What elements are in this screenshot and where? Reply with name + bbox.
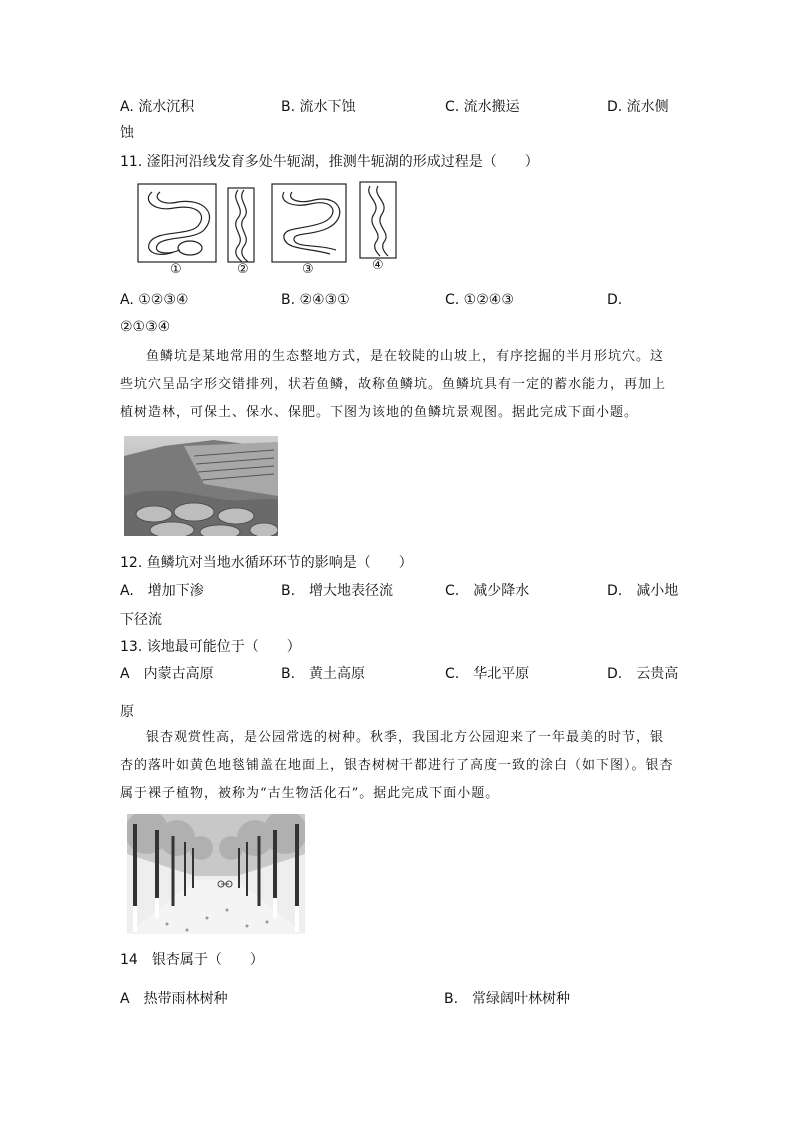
passage-fish-scale-pits: 鱼鳞坑是某地常用的生态整地方式，是在较陡的山坡上，有序挖掘的半月形坑穴。这些坑穴呈品字形交错排列，状若鱼鳞，故称鱼鳞坑。鱼鳞坑具有一定的蓄水能力，再加上植树造林，可保土、保水、保肥。下图为该地的鱼鳞坑景观图。据此完成下面小题。	[120, 349, 667, 420]
fish-scale-pit-photo	[124, 436, 278, 536]
q13-option-b[interactable]: B. 黄土高原	[281, 666, 366, 682]
panel-4-river-left	[369, 186, 380, 256]
panel-2-river-right	[242, 190, 248, 262]
panel-2-frame	[228, 188, 254, 262]
q13-option-a[interactable]: A 内蒙古高原	[120, 666, 214, 682]
panel-4-label: ④	[372, 258, 384, 273]
q10-option-b[interactable]: B. 流水下蚀	[281, 99, 356, 115]
ginkgo-avenue-photo	[127, 814, 305, 934]
q13-option-c[interactable]: C. 华北平原	[445, 666, 530, 682]
q12-option-a[interactable]: A. 增加下渗	[120, 583, 204, 599]
q13-options	[120, 663, 680, 685]
q14-option-b[interactable]: B. 常绿阔叶林树种	[444, 991, 571, 1007]
q10-option-a[interactable]: A. 流水沉积	[120, 99, 195, 115]
q11-option-b[interactable]: B. ②④③①	[281, 292, 350, 308]
q12-option-d-wrap: 下径流	[120, 612, 162, 628]
q10-option-c[interactable]: C. 流水搬运	[445, 99, 520, 115]
panel-2-label: ②	[237, 262, 249, 277]
q14-option-a[interactable]: A 热带雨林树种	[120, 991, 228, 1007]
q12-options	[120, 580, 680, 602]
q12-stem: 12. 鱼鳞坑对当地水循环环节的影响是（ ）	[120, 555, 413, 571]
q12-option-d[interactable]: D. 减小地	[607, 583, 679, 599]
panel-4-river-right	[377, 186, 388, 256]
q12-option-b[interactable]: B. 增大地表径流	[281, 583, 394, 599]
q10-option-d-wrap: 蚀	[120, 125, 134, 141]
q14-stem: 14 银杏属于（ ）	[120, 952, 264, 968]
panel-1-label: ①	[170, 262, 182, 277]
q12-option-c[interactable]: C. 减少降水	[445, 583, 530, 599]
panel-1-oxbow-lake	[178, 241, 202, 255]
q13-stem: 13. 该地最可能位于（ ）	[120, 639, 301, 655]
q11-option-c[interactable]: C. ①②④③	[445, 292, 514, 308]
q11-options	[120, 292, 680, 314]
oxbow-lake-diagram	[134, 178, 404, 278]
panel-3-river-right	[291, 192, 340, 250]
panel-2-river-left	[236, 190, 242, 262]
panel-3-label: ③	[302, 262, 314, 277]
q10-options	[120, 96, 680, 118]
q13-option-d-wrap: 原	[120, 704, 134, 720]
panel-1-river-right	[156, 192, 209, 253]
q10-option-d[interactable]: D. 流水侧	[607, 99, 669, 115]
q11-option-a[interactable]: A. ①②③④	[120, 292, 189, 308]
q11-stem: 11. 滏阳河沿线发育多处牛轭湖，推测牛轭湖的形成过程是（ ）	[120, 154, 539, 170]
q13-option-d[interactable]: D. 云贵高	[607, 666, 679, 682]
q11-option-d[interactable]: D.	[607, 292, 623, 308]
q11-option-d-wrap: ②①③④	[120, 319, 171, 335]
passage-ginkgo: 银杏观赏性高，是公园常选的树种。秋季，我国北方公园迎来了一年最美的时节，银杏的落叶如黄色地毯铺盖在地面上，银杏树树干都进行了高度一致的涂白（如下图）。银杏属于裸子植物，被称为“古生物活化石”。据此完成下面小题。	[120, 730, 674, 801]
